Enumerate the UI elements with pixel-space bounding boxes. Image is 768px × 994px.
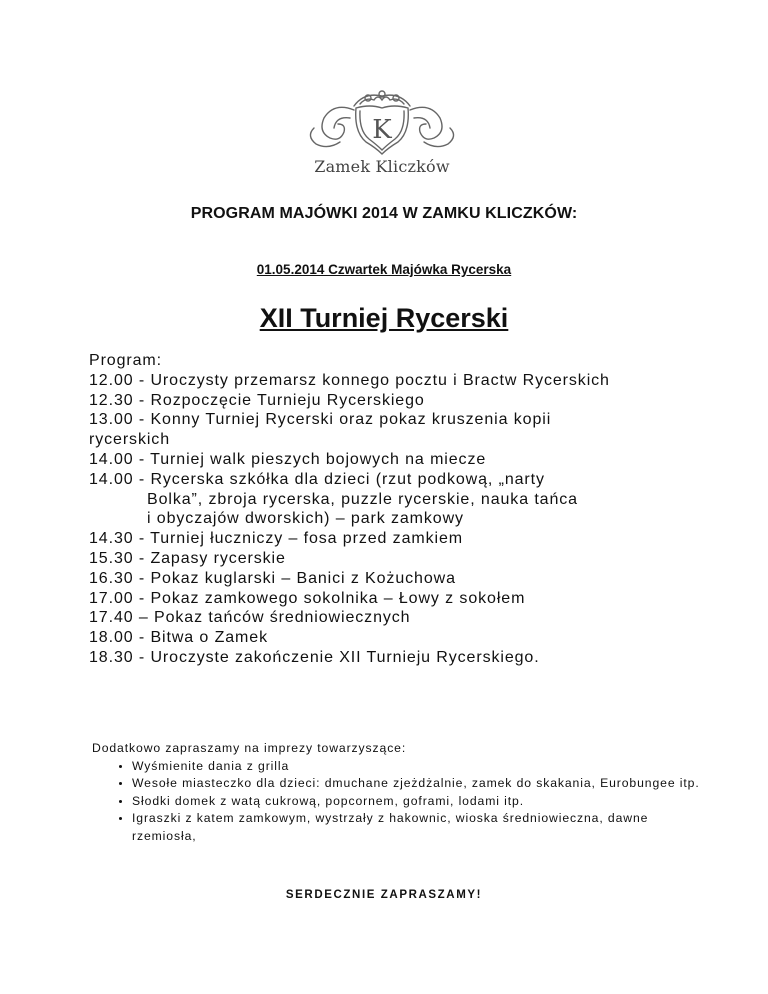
program-line: 13.00 - Konny Turniej Rycerski oraz pokaz kruszenia kopii (89, 411, 552, 429)
extras-intro: Dodatkowo zapraszamy na imprezy towarzyszące: (92, 741, 407, 755)
tournament-title: XII Turniej Rycerski (259, 303, 509, 333)
program-line: i obyczajów dworskich) – park zamkowy (147, 510, 464, 528)
castle-logo (294, 88, 470, 184)
program-line: 17.40 – Pokaz tańców średniowiecznych (89, 609, 411, 627)
program-line: Bolka”, zbroja rycerska, puzzle rycerskie, nauka tańca (147, 490, 578, 508)
program-line: 18.30 - Uroczyste zakończenie XII Turnieju Rycerskiego. (89, 648, 540, 666)
program-line: 15.30 - Zapasy rycerskie (89, 549, 286, 567)
program-line: rycerskich (89, 431, 171, 449)
castle-crest-icon (294, 88, 470, 158)
program-label: Program: (89, 352, 162, 369)
event-date-line: 01.05.2014 Czwartek Majówka Rycerska (256, 262, 512, 277)
list-item: • Igraszki z katem zamkowym, wystrzały z hakownic, wioska średniowieczna, dawne rzemiosła, (132, 810, 712, 845)
program-line: 12.00 - Uroczysty przemarsz konnego pocztu i Bractw Rycerskich (89, 371, 610, 389)
list-item: • Wesołe miasteczko dla dzieci: dmuchane zjeżdżalnie, zamek do skakania, Eurobungee itp. (132, 775, 712, 793)
list-item: • Słodki domek z watą cukrową, popcornem, goframi, lodami itp. (132, 793, 712, 811)
program-line: 14.00 - Rycerska szkółka dla dzieci (rzut podkową, „narty (89, 470, 545, 488)
list-item: • Wyśmienite dania z grilla (132, 758, 712, 776)
program-line: 16.30 - Pokaz kuglarski – Banici z Kożuchowa (89, 569, 456, 587)
program-line: 18.00 - Bitwa o Zamek (89, 629, 268, 647)
extras-list (92, 758, 712, 846)
program-line: 14.30 - Turniej łuczniczy – fosa przed zamkiem (89, 530, 463, 548)
closing-invitation: SERDECZNIE ZAPRASZAMY! (285, 889, 483, 901)
extra-events (92, 740, 712, 845)
program-line: 14.00 - Turniej walk pieszych bojowych na miecze (89, 450, 487, 468)
program-schedule (89, 351, 729, 668)
castle-name: Zamek Kliczków (314, 157, 450, 176)
program-line: 17.00 - Pokaz zamkowego sokolnika – Łowy z sokołem (89, 589, 526, 607)
program-line: 12.30 - Rozpoczęcie Turnieju Rycerskiego (89, 391, 425, 409)
svg-text:K: K (372, 115, 392, 145)
page-heading: PROGRAM MAJÓWKI 2014 W ZAMKU KLICZKÓW: (190, 205, 578, 222)
